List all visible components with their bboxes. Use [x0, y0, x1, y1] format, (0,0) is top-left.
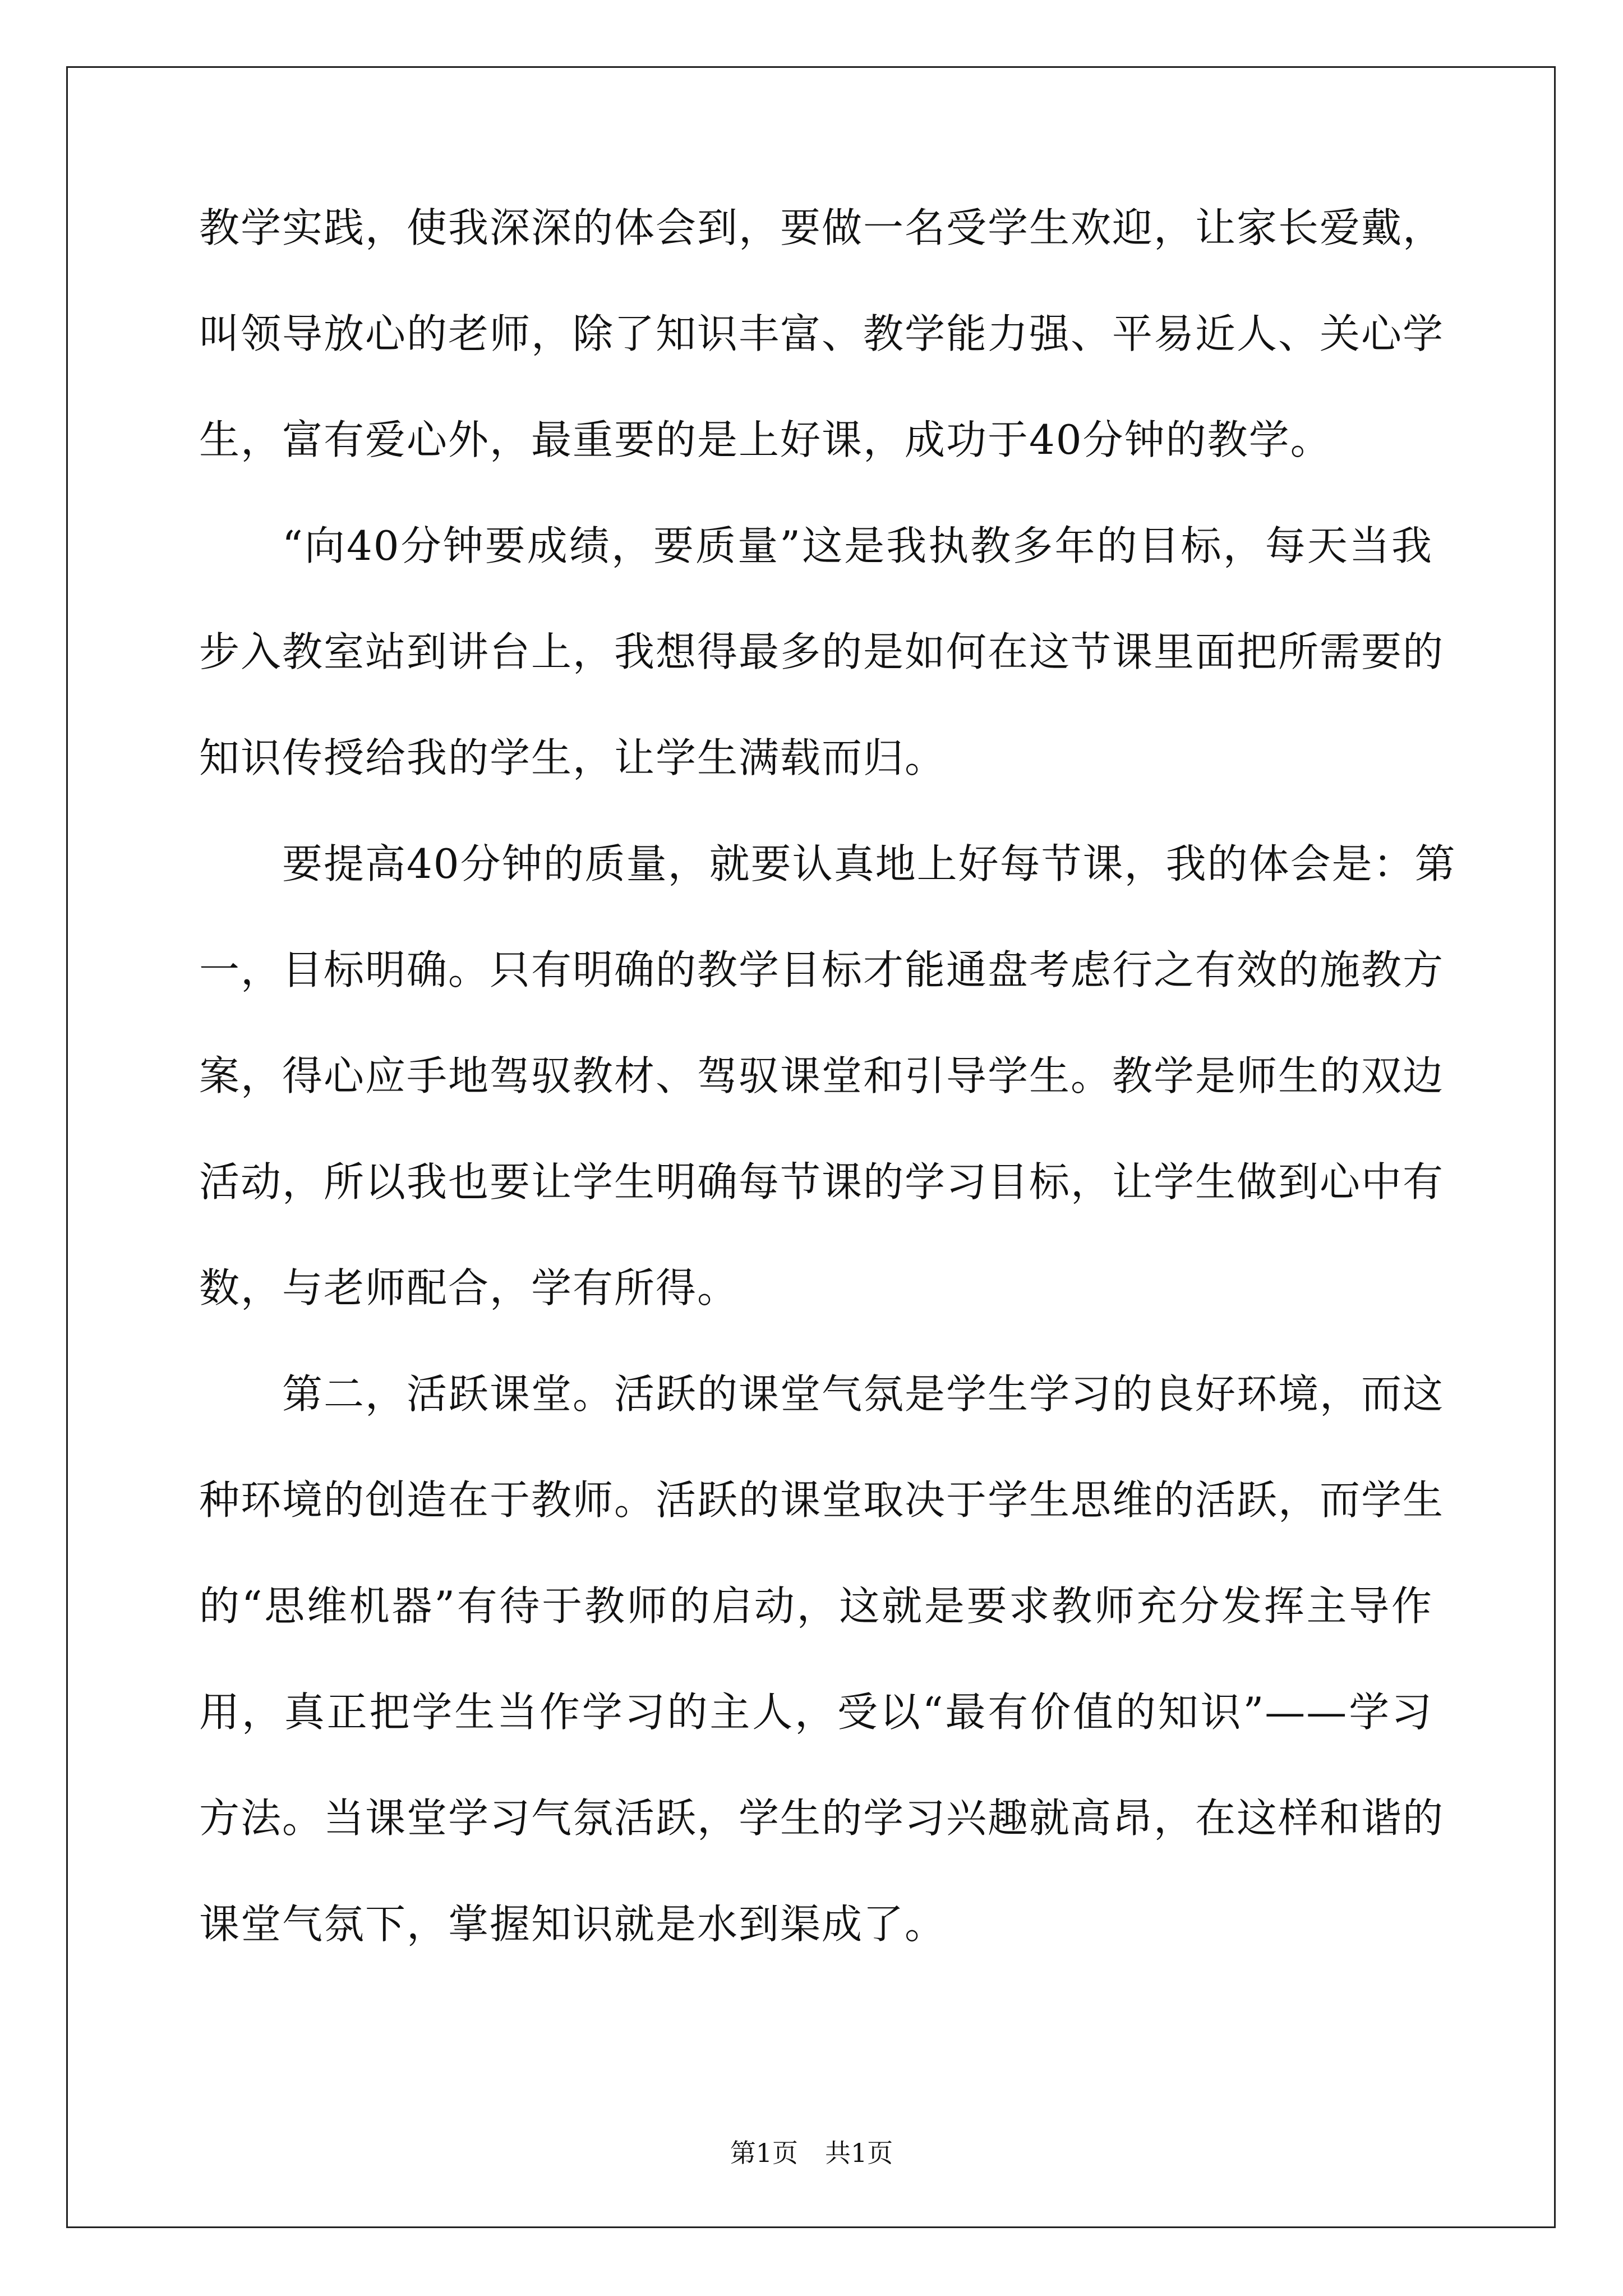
page-total: 共1页	[825, 2138, 893, 2168]
text-line: 的“思维机器”有待于教师的启动，这就是要求教师充分发挥主导作	[199, 1582, 1433, 1630]
text-line: 用，真正把学生当作学习的主人，受以“最有价值的知识”——学习	[199, 1688, 1433, 1736]
text-line: 案，得心应手地驾驭教材、驾驭课堂和引导学生。教学是师生的双边	[199, 1052, 1445, 1099]
text-line: 一，目标明确。只有明确的教学目标才能通盘考虑行之有效的施教方	[199, 946, 1445, 993]
text-line: 叫领导放心的老师，除了知识丰富、教学能力强、平易近人、关心学	[199, 310, 1445, 357]
text-line: 方法。当课堂学习气氛活跃，学生的学习兴趣就高昂，在这样和谐的	[199, 1795, 1445, 1842]
text-line: 步入教室站到讲台上，我想得最多的是如何在这节课里面把所需要的	[199, 628, 1445, 675]
text-line: 第二，活跃课堂。活跃的课堂气氛是学生学习的良好环境，而这	[282, 1370, 1445, 1418]
document-body	[199, 204, 1456, 2010]
text-line: 数，与老师配合，学有所得。	[199, 1264, 739, 1312]
text-line: 知识传授给我的学生，让学生满载而归。	[199, 734, 947, 781]
text-line: 活动，所以我也要让学生明确每节课的学习目标，让学生做到心中有	[199, 1158, 1445, 1205]
text-line: 课堂气氛下，掌握知识就是水到渠成了。	[199, 1901, 947, 1948]
page-footer	[0, 2140, 1623, 2166]
text-line: “向40分钟要成绩，要质量”这是我执教多年的目标，每天当我	[282, 522, 1433, 569]
text-line: 种环境的创造在于教师。活跃的课堂取决于学生思维的活跃，而学生	[199, 1476, 1445, 1524]
text-line: 要提高40分钟的质量，就要认真地上好每节课，我的体会是：第	[282, 840, 1456, 887]
text-line: 生，富有爱心外，最重要的是上好课，成功于40分钟的教学。	[199, 416, 1332, 463]
text-line: 教学实践，使我深深的体会到，要做一名受学生欢迎，让家长爱戴，	[199, 204, 1445, 251]
page-number: 第1页	[730, 2138, 798, 2168]
